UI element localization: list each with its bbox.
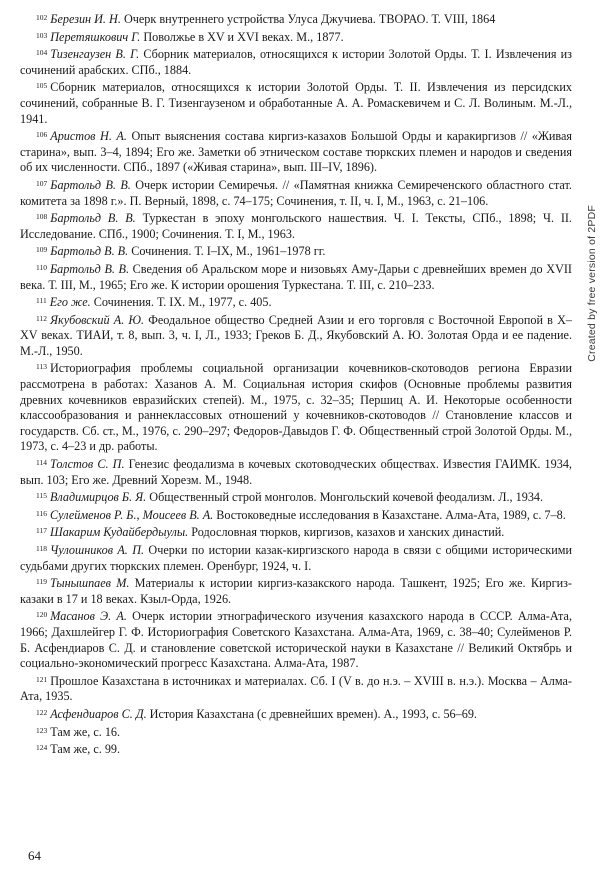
footnote: $^{121}$ Прошлое Казахстана в источниках и материалах. Сб. I (V в. до н.э. – XVIII в. н.э.). Москва – Алма-Ата, 1935. (20, 673, 572, 704)
footnote: $^{106}$ Аристов Н. А. Опыт выяснения состава киргиз-казахов Большой Орды и каракиргизов // «Живая старина», вып. 3–4, 1894; Его же. Заметки об этническом составе тюркских племен и народов и сведения об их численности. СПб., 1897 («Живая старина», вып. III–IV, 1896). (20, 129, 572, 175)
footnote: $^{115}$ Владимирцов Б. Я. Общественный строй монголов. Монгольский кочевой феодализм. Л., 1934. (36, 490, 544, 505)
footnote: $^{124}$ Там же, с. 99. (36, 742, 121, 757)
footnote: $^{109}$ Бартольд В. В. Сочинения. Т. I–IX, М., 1961–1978 гг. (36, 244, 326, 259)
footnote: $^{103}$ Перетяшкович Г. Поволжье в XV и XVI веках. М., 1877. (36, 29, 344, 44)
footnote: $^{120}$ Масанов Э. А. Очерк истории этнографического изучения казахского народа в СССР. Алма-Ата, 1966; Дахшлейгер Г. Ф. Историография Советского Казахстана. Алма-Ата, 1969, с. 38–40; Сулейменов Р. Б. Асфендиаров С. Д. и становление советской исторической науки в Казахстане // Великий Октябрь и социально-экономический прогресс Казахстана. Алма-Ата, 1987. (20, 609, 572, 671)
footnote: $^{122}$ Асфендиаров С. Д. История Казахстана (с древнейших времен). А., 1993, с. 56–69. (36, 706, 477, 721)
footnote: $^{112}$ Якубовский А. Ю. Феодальное общество Средней Азии и его торговля с Восточной Европой в X–XV веках. ТИАИ, т. 8, вып. 3, ч. I, Л., 1933; Греков Б. Д., Якубовский А. Ю. Золотая Орда и ее падение. М.-Л., 1950. (20, 312, 572, 358)
footnote: $^{113}$ Историография проблемы социальной организации кочевников-скотоводов региона Евразии рассмотрена в работах: Хазанов А. М. Социальная история скифов (Основные проблемы развития древних кочевников евразийских степей). М., 1975, с. 32–35; Першиц А. И. Некоторые особенности классообразования и раннеклассовых отношений у кочевников-скотоводов // Становление классов и государств. Сб. ст., М., 1976, с. 290–297; Федоров-Давыдов Г. Ф. Общественный строй Золотой Орды. М., 1973, с. 4–23 и др. работы. (20, 361, 572, 454)
footnote: $^{123}$ Там же, с. 16. (36, 724, 121, 739)
footnote: $^{117}$ Шакарим Кудайбердыулы. Родословная тюрков, киргизов, казахов и ханских династий. (36, 525, 505, 540)
footnote: $^{116}$ Сулейменов Р. Б., Моисеев В. А. Востоковедные исследования в Казахстане. Алма-Ата, 1989, с. 7–8. (36, 507, 566, 522)
footnote: $^{102}$ Березин И. Н. Очерк внутреннего устройства Улуса Джучиева. ТВОРАО. Т. VIII, 1864 (36, 12, 496, 26)
watermark-text: Created by free version of 2PDF (586, 205, 598, 362)
footnote: $^{110}$ Бартольд В. В. Сведения об Аральском море и низовьях Аму-Дарьи с древнейших времен до XVII века. Т. III, М., 1965; Его же. К истории орошения Туркестана. Т. III, с. 210–233. (20, 261, 572, 292)
footnote: $^{105}$ Сборник материалов, относящихся к истории Золотой Орды. Т. II. Извлечения из персидских сочинений, собранные В. Г. Тизенгаузеном и обработанные А. А. Ромаскевичем и С. Л. Волиным. М.-Л., 1941. (20, 80, 572, 126)
footnote: $^{111}$ Его же. Сочинения. Т. IX. М., 1977, с. 405. (36, 295, 272, 310)
footnote: $^{118}$ Чулошников А. П. Очерки по истории казак-киргизского народа в связи с общими историческими судьбами других тюркских племен. Оренбург, 1924, ч. I. (20, 543, 572, 573)
footnote: $^{107}$ Бартольд В. В. Очерк истории Семиречья. // «Памятная книжка Семиреченского областного стат. комитета за 1898 г.». П. Верный, 1898, с. 74–175; Сочинения, т. II, ч. I, М., 1963, с. 21–106. (20, 177, 572, 208)
footnote: $^{119}$ Тынышпаев М. Материалы к истории киргиз-казакского народа. Ташкент, 1925; Его же. Киргиз-казаки в 17 и 18 веках. Кзыл-Орда, 1926. (20, 576, 572, 606)
footnote: $^{114}$ Толстов С. П. Генезис феодализма в кочевых скотоводческих обществах. Известия ГАИМК. 1934, вып. 103; Его же. Древний Хорезм. М., 1948. (20, 457, 572, 487)
footnote: $^{108}$ Бартольд В. В. Туркестан в эпоху монгольского нашествия. Ч. I. Тексты, СПб., 1898; Ч. II. Исследование. СПб., 1900; Сочинения. Т. I, М., 1963. (20, 211, 572, 241)
page-number: 64 (28, 848, 41, 863)
footnotes-block (20, 10, 572, 758)
footnote: $^{104}$ Тизенгаузен В. Г. Сборник материалов, относящихся к истории Золотой Орды. Т. I. Извлечения из сочинений арабских. СПб., 1884. (20, 47, 572, 77)
